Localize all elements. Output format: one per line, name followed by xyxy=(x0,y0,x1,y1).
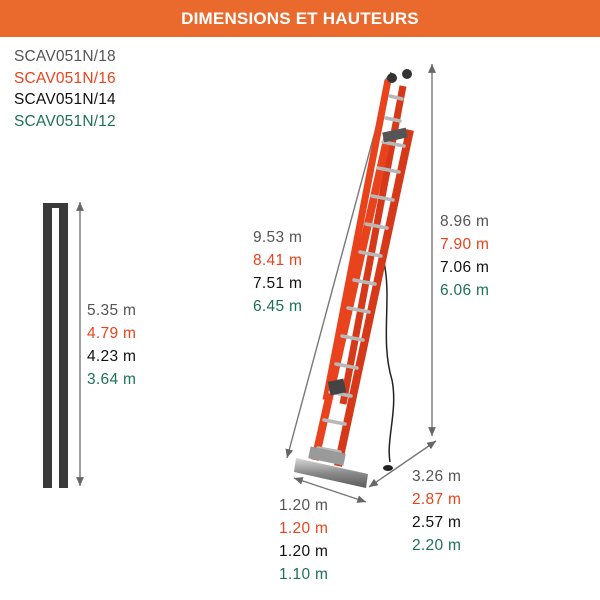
folded-height-18: 5.35 m xyxy=(87,302,137,319)
ladder-length-18: 9.53 m xyxy=(253,229,303,246)
extended-ladder-drawing xyxy=(294,69,412,488)
ladder-length-14: 7.51 m xyxy=(253,275,303,292)
base-width-12: 1.10 m xyxy=(279,566,329,583)
max-height-16: 7.90 m xyxy=(440,236,490,253)
base-width-18: 1.20 m xyxy=(279,497,329,514)
ground-distance-16: 2.87 m xyxy=(412,491,462,508)
ground-distance-12: 2.20 m xyxy=(412,537,462,554)
model-14-label: SCAV051N/14 xyxy=(14,91,116,108)
page-title: DIMENSIONS ET HAUTEURS xyxy=(181,8,419,28)
folded-height-12: 3.64 m xyxy=(87,371,137,388)
model-12-label: SCAV051N/12 xyxy=(14,112,116,130)
base-width-16: 1.20 m xyxy=(279,520,329,537)
max-height-14: 7.06 m xyxy=(440,259,490,276)
max-height-12: 6.06 m xyxy=(440,282,490,299)
ground-distance-values xyxy=(412,465,461,557)
folded-ladder-drawing xyxy=(43,203,68,488)
folded-height-14: 4.23 m xyxy=(87,348,137,365)
ladder-length-16: 8.41 m xyxy=(253,252,303,269)
max-height-values xyxy=(440,210,489,302)
folded-height-values xyxy=(87,299,136,391)
ground-distance-14: 2.57 m xyxy=(412,514,462,531)
ladder-length-values xyxy=(253,226,302,318)
max-height-18: 8.96 m xyxy=(440,213,490,230)
model-16-label: SCAV051N/16 xyxy=(14,69,116,87)
ground-distance-18: 3.26 m xyxy=(412,468,462,485)
base-width-14: 1.20 m xyxy=(279,543,329,560)
folded-height-16: 4.79 m xyxy=(87,325,137,342)
base-width-values xyxy=(279,494,328,586)
model-18-label: SCAV051N/18 xyxy=(14,48,116,65)
ladder-length-12: 6.45 m xyxy=(253,298,303,315)
